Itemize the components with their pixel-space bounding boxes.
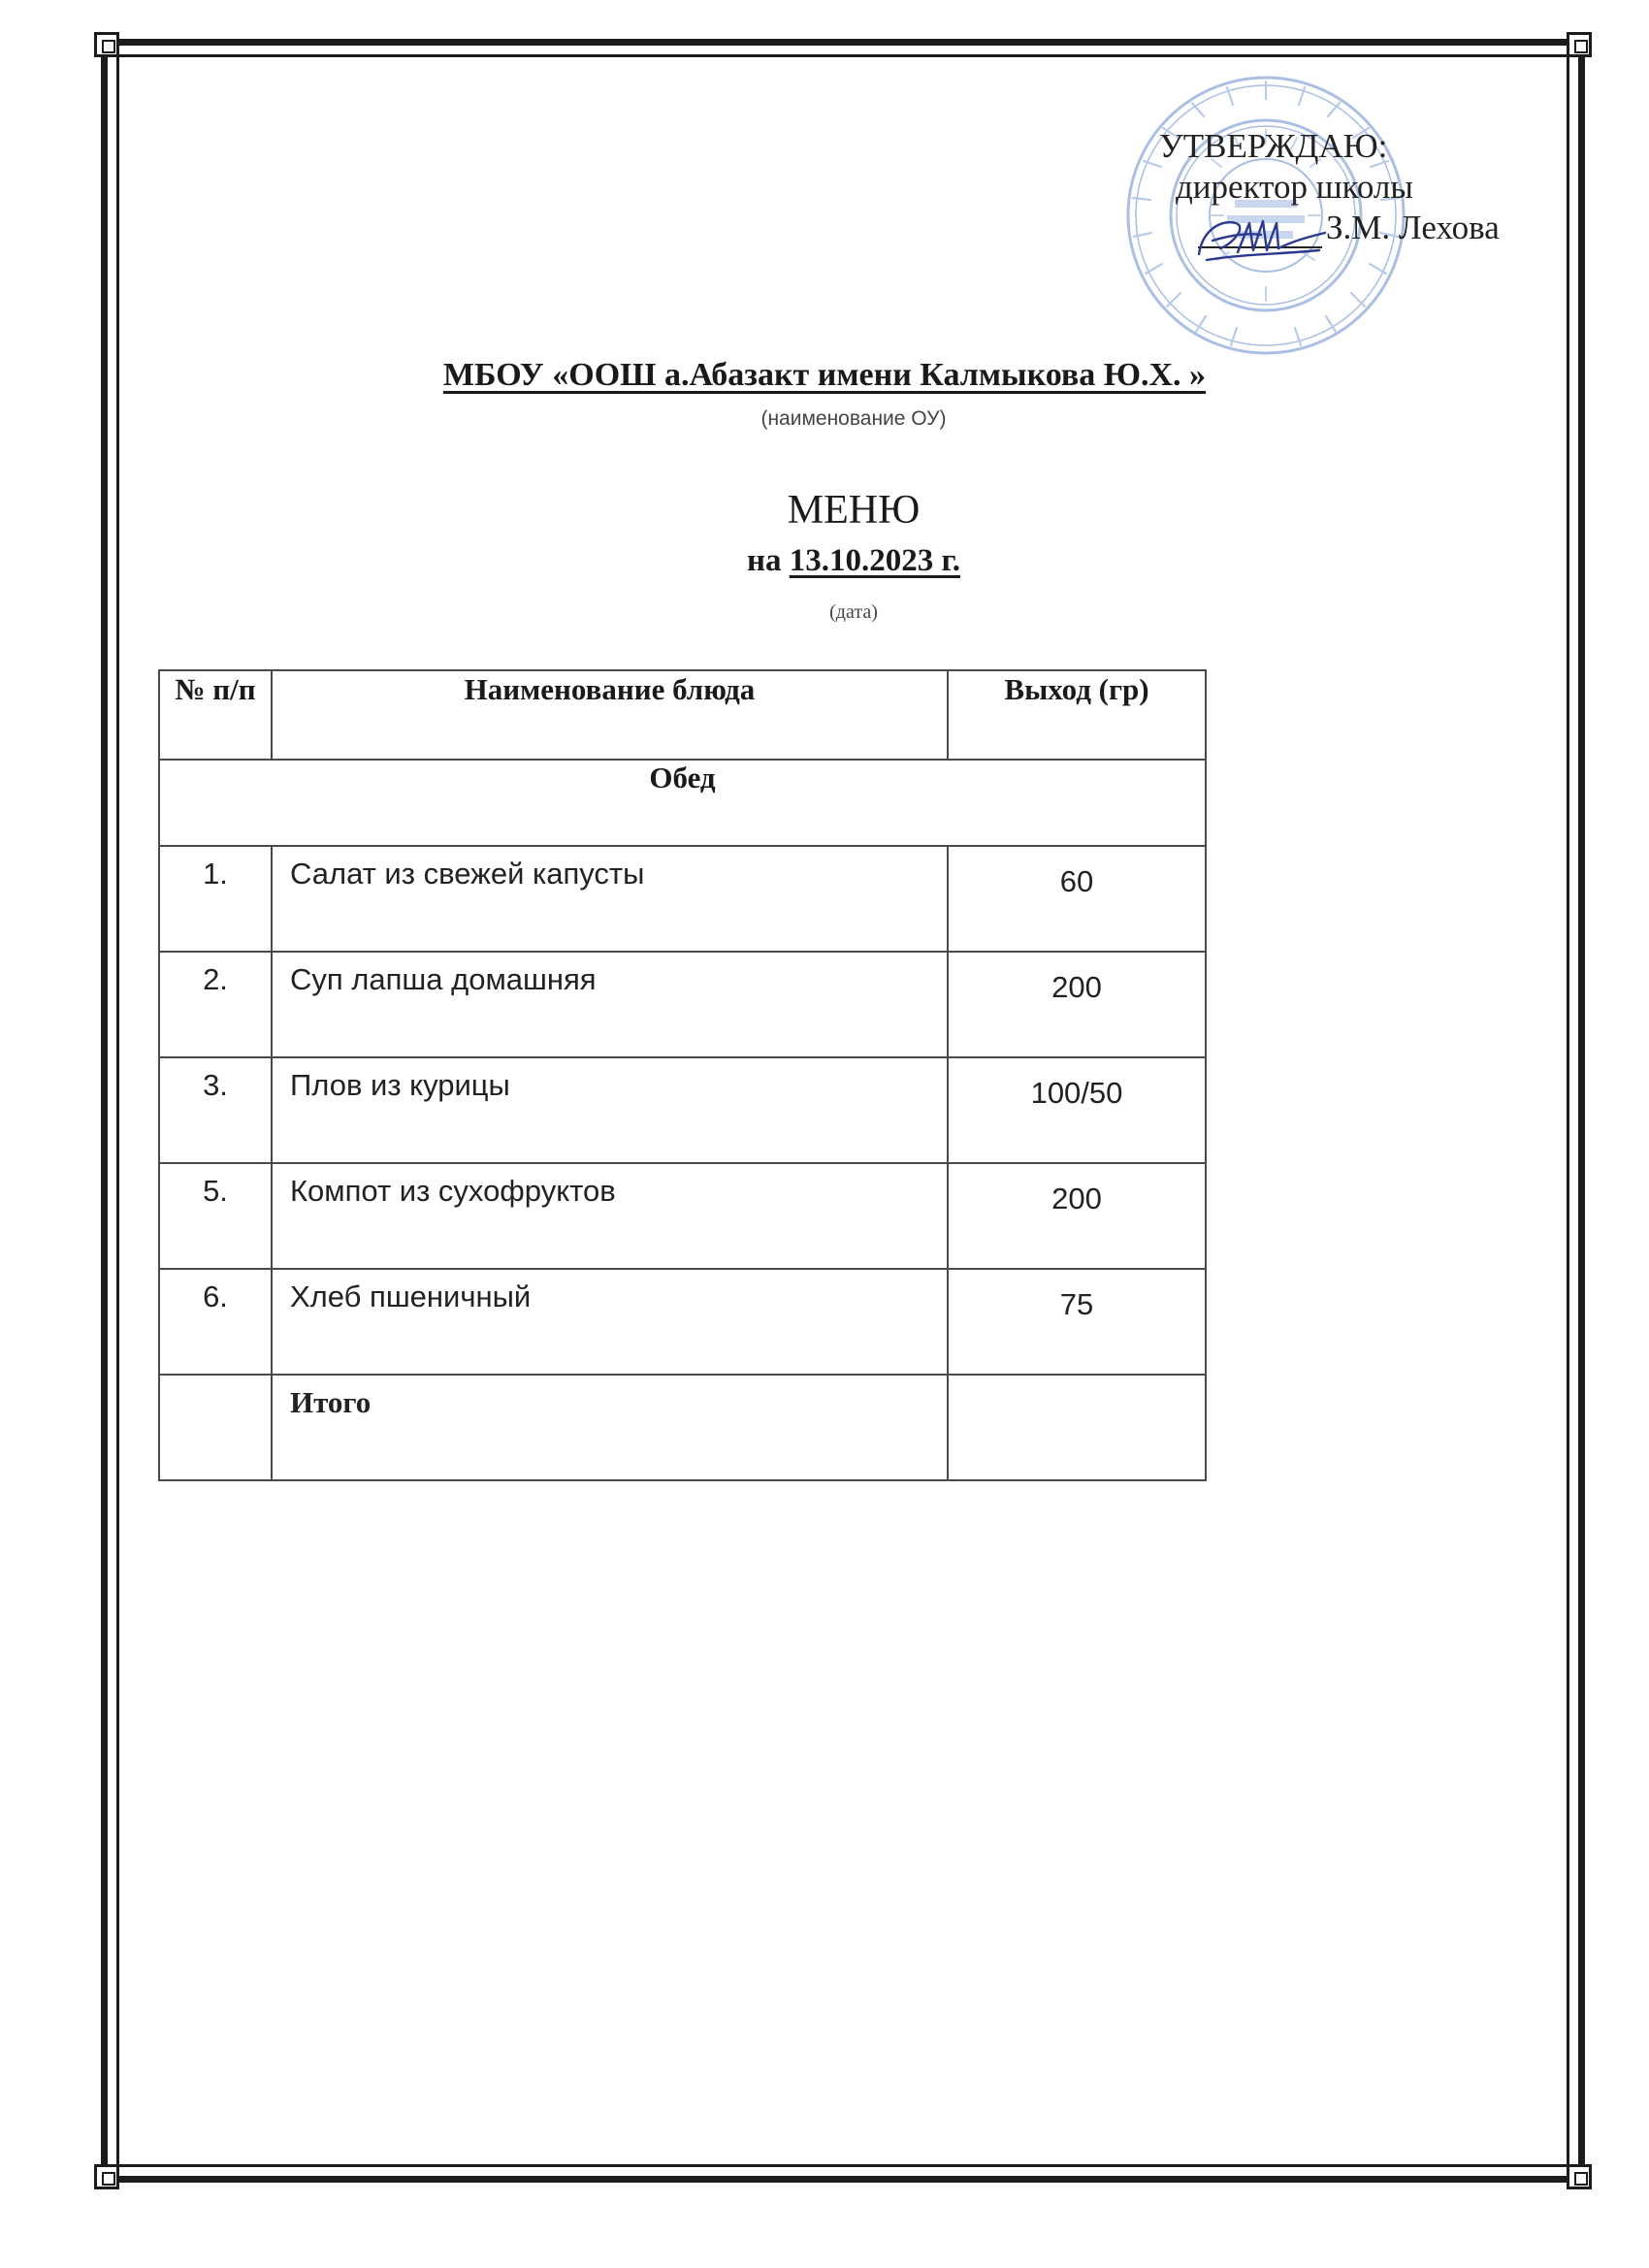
approval-heading: УТВЕРЖДАЮ:	[1159, 127, 1388, 165]
school-name-caption: (наименование ОУ)	[760, 407, 947, 430]
table-row	[159, 846, 1206, 952]
row-number: 6.	[159, 1269, 272, 1375]
table-section-row	[159, 760, 1206, 846]
menu-table	[158, 669, 1207, 1481]
menu-date: 13.10.2023 г.	[789, 543, 961, 578]
menu-date-caption: (дата)	[829, 601, 878, 623]
row-number: 5.	[159, 1163, 272, 1269]
border-corner-bottom-right	[1567, 2164, 1592, 2189]
row-dish: Салат из свежей капусты	[272, 846, 948, 952]
table-row	[159, 1057, 1206, 1163]
table-header-row	[159, 670, 1206, 760]
handwritten-signature	[1193, 211, 1329, 266]
row-number: 3.	[159, 1057, 272, 1163]
approval-position: директор школы	[1176, 168, 1413, 206]
total-number	[159, 1375, 272, 1480]
school-name-text: МБОУ «ООШ а.Абазакт имени Калмыкова Ю.Х. »	[442, 357, 1207, 393]
row-output: 75	[948, 1269, 1206, 1375]
menu-date-prefix: на	[746, 543, 782, 578]
row-output: 100/50	[948, 1057, 1206, 1163]
table-row	[159, 952, 1206, 1057]
border-corner-bottom-left	[94, 2164, 119, 2189]
border-corner-top-left	[94, 32, 119, 57]
table-total-row	[159, 1375, 1206, 1480]
school-name	[0, 357, 1649, 394]
header-output: Выход (гр)	[948, 670, 1206, 760]
row-dish: Суп лапша домашняя	[272, 952, 948, 1057]
border-corner-top-right	[1567, 32, 1592, 57]
menu-date-line	[0, 543, 1649, 579]
header-dish: Наименование блюда	[272, 670, 948, 760]
row-output: 60	[948, 846, 1206, 952]
row-output: 200	[948, 952, 1206, 1057]
row-output: 200	[948, 1163, 1206, 1269]
row-dish: Хлеб пшеничный	[272, 1269, 948, 1375]
total-label: Итого	[272, 1375, 948, 1480]
row-number: 2.	[159, 952, 272, 1057]
table-row	[159, 1269, 1206, 1375]
row-dish: Компот из сухофруктов	[272, 1163, 948, 1269]
table-row	[159, 1163, 1206, 1269]
header-number: № п/п	[159, 670, 272, 760]
total-value	[948, 1375, 1206, 1480]
section-title: Обед	[159, 760, 1206, 846]
row-number: 1.	[159, 846, 272, 952]
row-dish: Плов из курицы	[272, 1057, 948, 1163]
approval-name: З.М. Лехова	[1326, 209, 1500, 246]
menu-title: МЕНЮ	[787, 488, 921, 533]
